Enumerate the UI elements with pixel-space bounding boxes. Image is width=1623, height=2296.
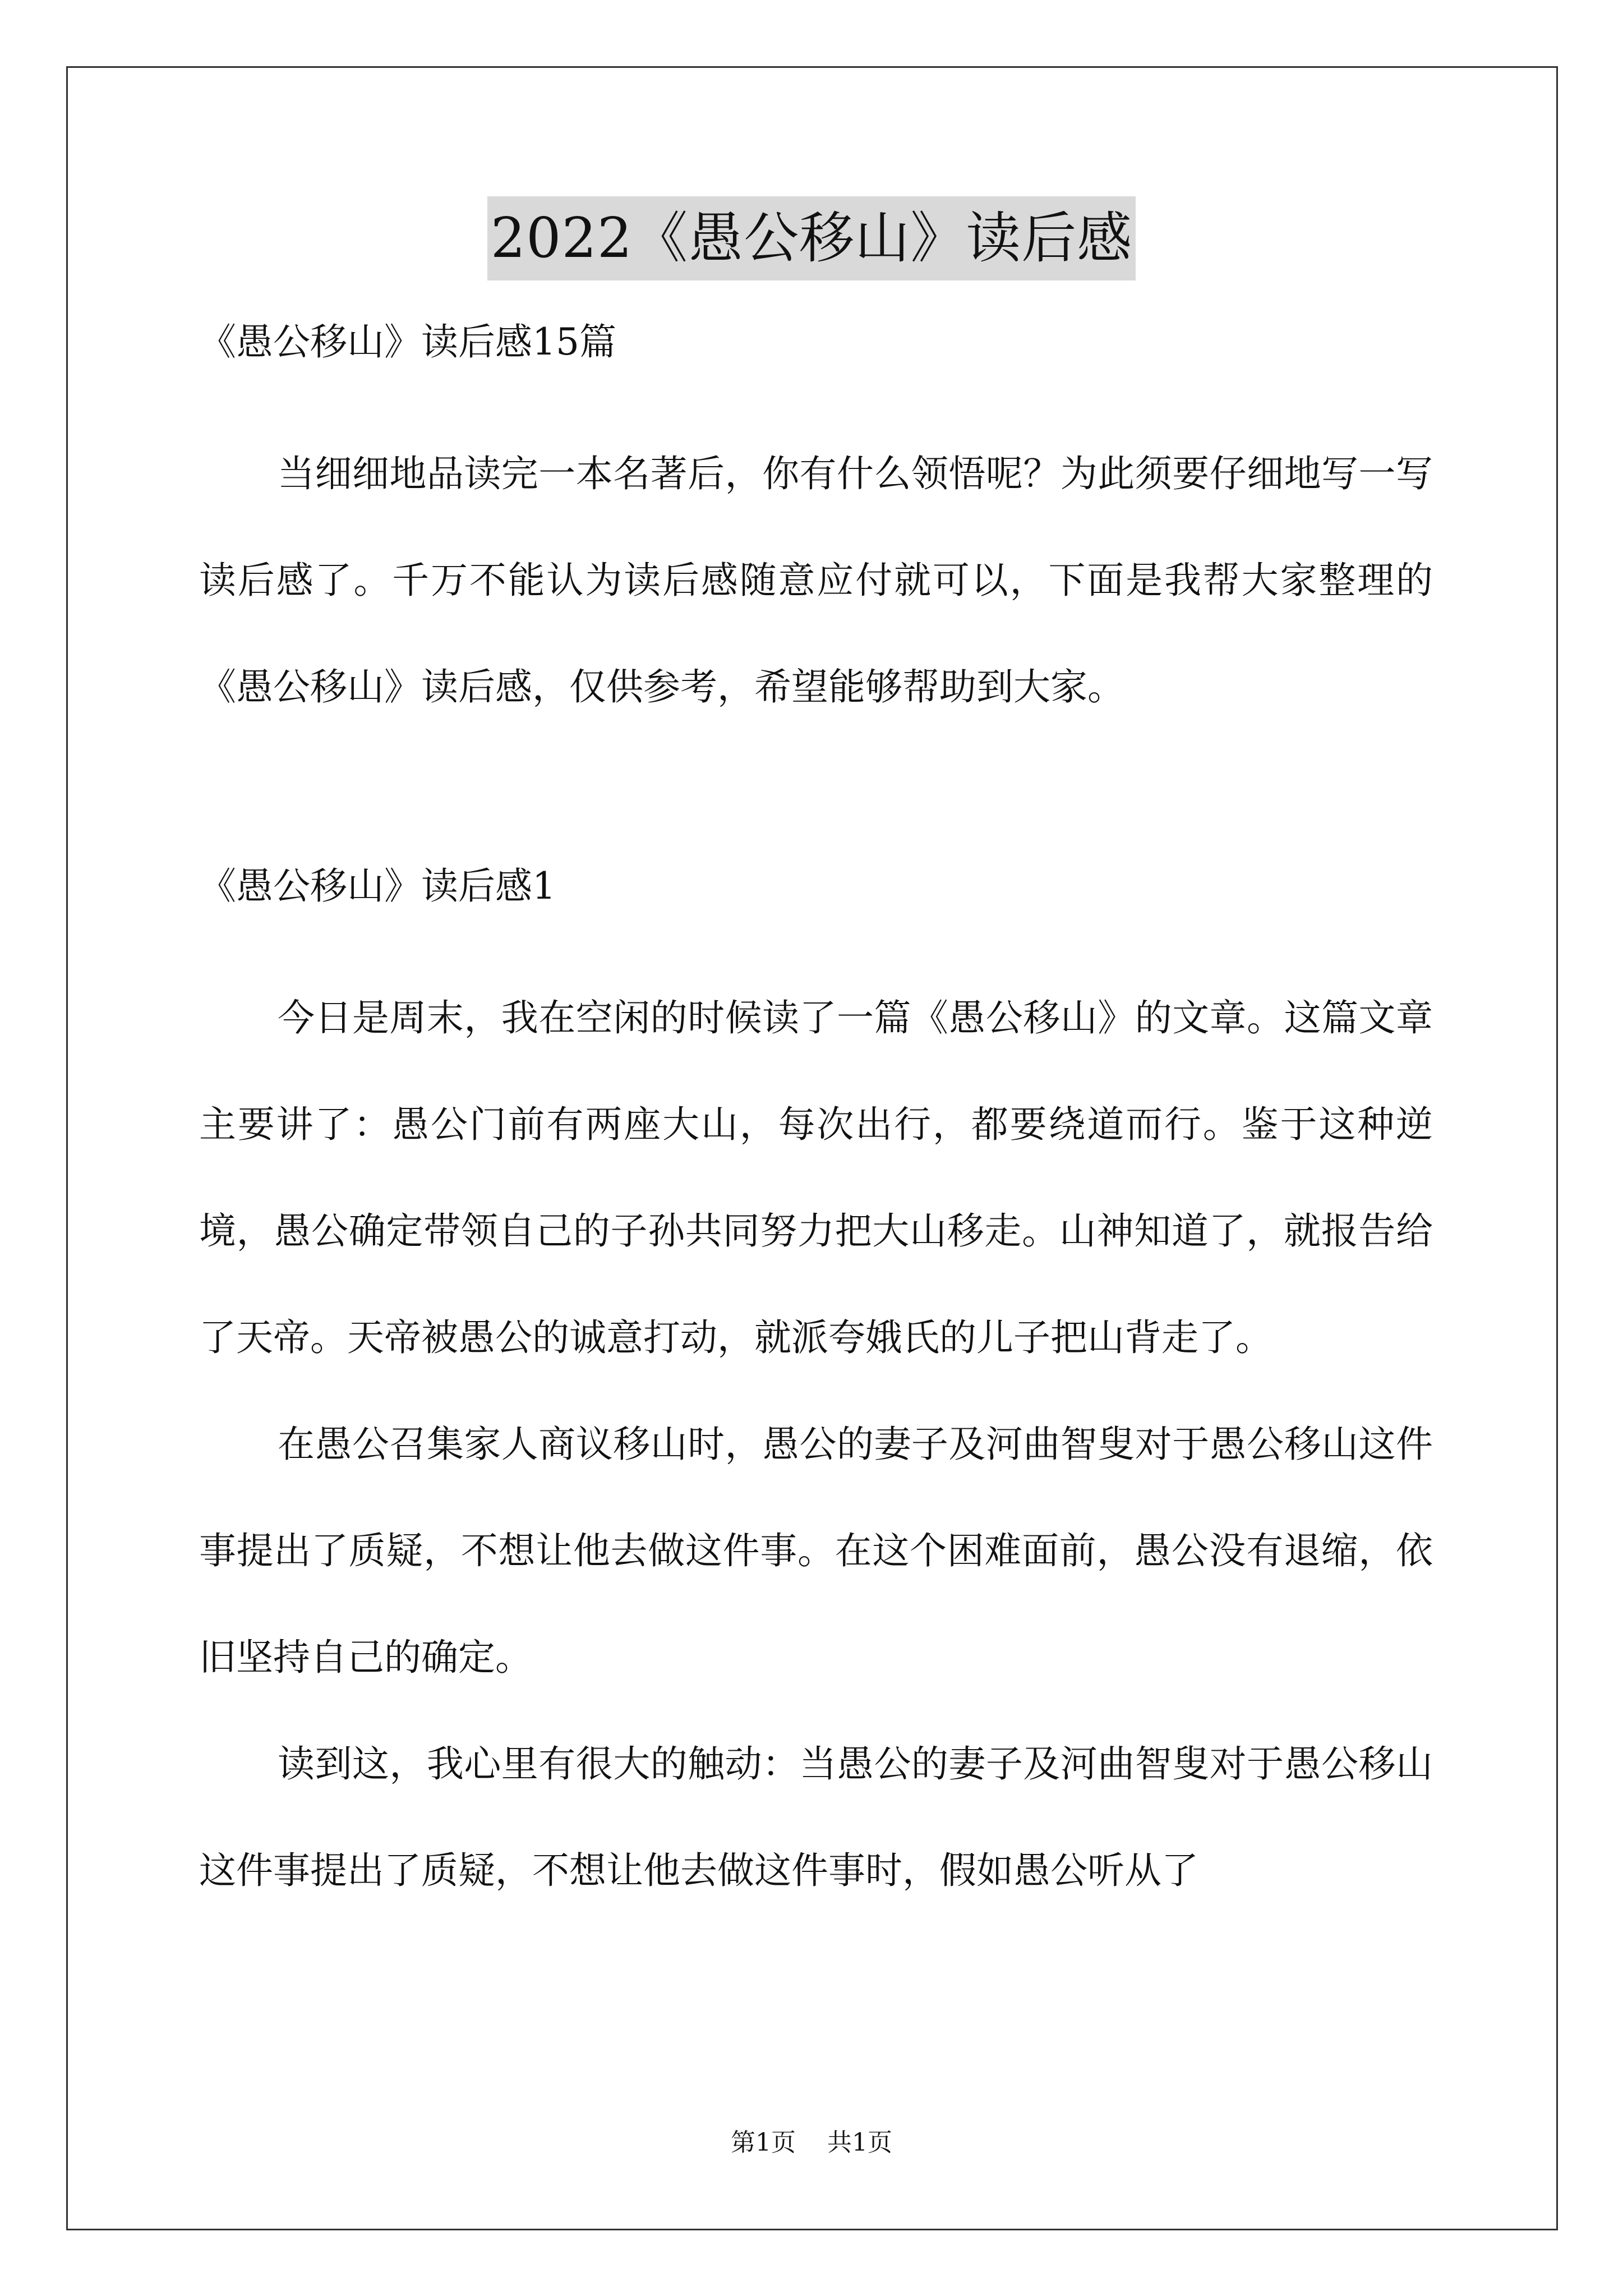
intro-paragraph: 当细细地品读完一本名著后，你有什么领悟呢？为此须要仔细地写一写读后感了。千万不能认为读后感随意应付就可以，下面是我帮大家整理的《愚公移山》读后感，仅供参考，希望能够帮助到大家。 [199, 452, 1433, 708]
document-body [199, 314, 1433, 1924]
section-heading: 《愚公移山》读后感1 [199, 864, 556, 908]
document-subtitle: 《愚公移山》读后感15篇 [199, 320, 616, 364]
page-number: 第1页 [731, 2128, 796, 2157]
page-total: 共1页 [827, 2128, 892, 2157]
body-paragraph: 今日是周末，我在空闲的时候读了一篇《愚公移山》的文章。这篇文章主要讲了：愚公门前有两座大山，每次出行，都要绕道而行。鉴于这种逆境，愚公确定带领自己的子孙共同努力把大山移走。山神知道了，就报告给了天帝。天帝被愚公的诚意打动，就派夸娥氏的儿子把山背走了。 [199, 996, 1433, 1359]
spacer [199, 370, 1433, 421]
title-container [0, 196, 1623, 280]
spacer [199, 740, 1433, 858]
body-paragraph: 在愚公召集家人商议移山时，愚公的妻子及河曲智叟对于愚公移山这件事提出了质疑，不想让他去做这件事。在这个困难面前，愚公没有退缩，依旧坚持自己的确定。 [199, 1423, 1433, 1679]
body-paragraph: 读到这，我心里有很大的触动：当愚公的妻子及河曲智叟对于愚公移山这件事提出了质疑，不想让他去做这件事时，假如愚公听从了 [199, 1742, 1433, 1892]
document-title: 2022《愚公移山》读后感 [487, 196, 1136, 280]
spacer [199, 914, 1433, 965]
page-footer [0, 2126, 1623, 2160]
